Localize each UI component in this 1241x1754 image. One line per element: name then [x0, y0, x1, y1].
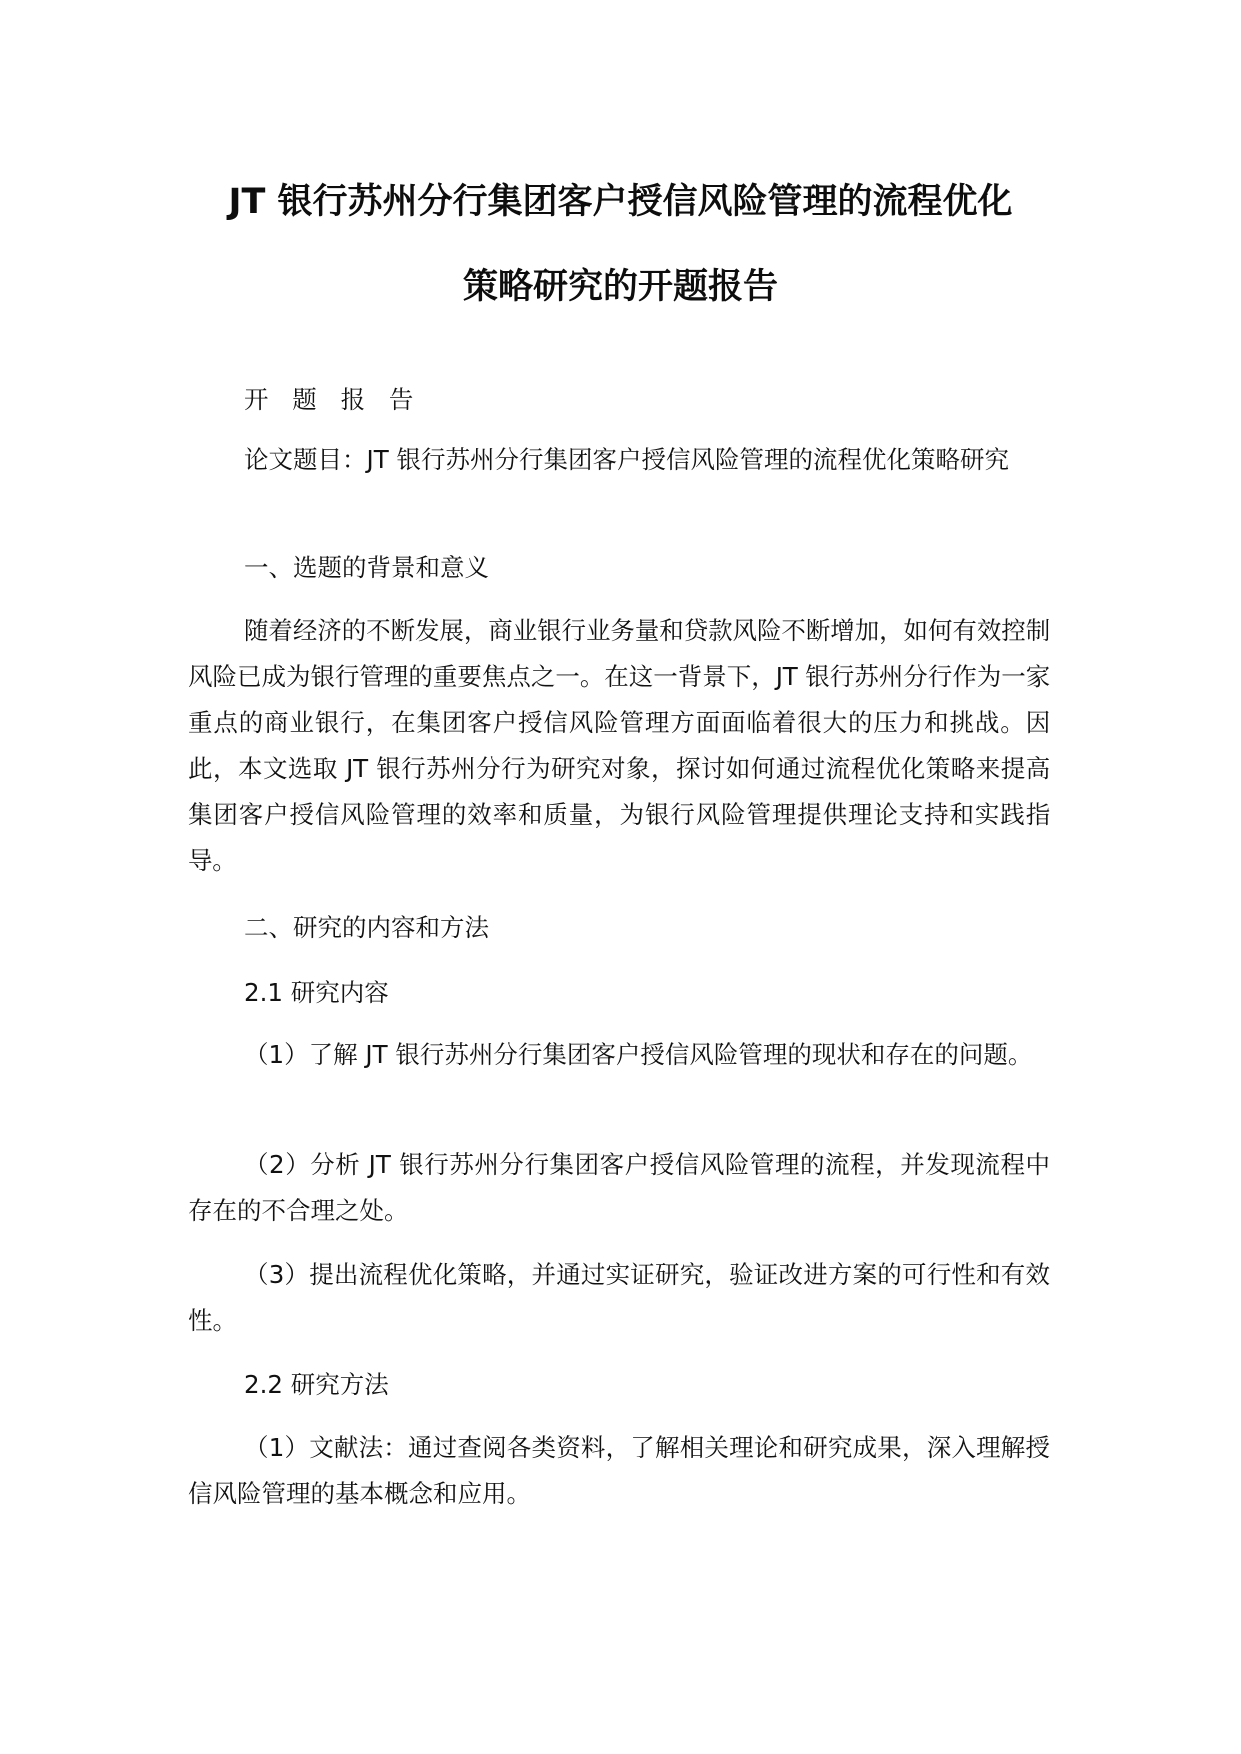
- subsection-2-1-heading: 2.1 研究内容: [244, 978, 389, 1007]
- document-title-line-1: JT 银行苏州分行集团客户授信风险管理的流程优化: [228, 182, 1013, 222]
- method-item-1: （1）文献法：通过查阅各类资料，了解相关理论和研究成果，深入理解授信风险管理的基本概念和应用。: [188, 1433, 1050, 1508]
- document-title-line-2: 策略研究的开题报告: [462, 267, 778, 307]
- content-item-2: （2）分析 JT 银行苏州分行集团客户授信风险管理的流程，并发现流程中存在的不合理之处。: [188, 1150, 1050, 1225]
- section-2-heading: 二、研究的内容和方法: [244, 913, 489, 942]
- section-1-heading: 一、选题的背景和意义: [244, 553, 489, 582]
- report-heading: 开 题 报 告: [244, 385, 422, 414]
- content-item-3: （3）提出流程优化策略，并通过实证研究，验证改进方案的可行性和有效性。: [188, 1260, 1050, 1335]
- background-paragraph: 随着经济的不断发展，商业银行业务量和贷款风险不断增加，如何有效控制风险已成为银行管理的重要焦点之一。在这一背景下，JT 银行苏州分行作为一家重点的商业银行，在集团客户授信风险管理方面面临着很大的压力和挑战。因此，本文选取 JT 银行苏州分行为研究对象，探讨如何通过流程优化策略来提高集团客户授信风险管理的效率和质量，为银行风险管理提供理论支持和实践指导。: [188, 616, 1050, 875]
- thesis-title-paragraph: 论文题目：JT 银行苏州分行集团客户授信风险管理的流程优化策略研究: [244, 445, 1009, 474]
- content-item-1: （1）了解 JT 银行苏州分行集团客户授信风险管理的现状和存在的问题。: [244, 1040, 1033, 1069]
- subsection-2-2-heading: 2.2 研究方法: [244, 1370, 389, 1399]
